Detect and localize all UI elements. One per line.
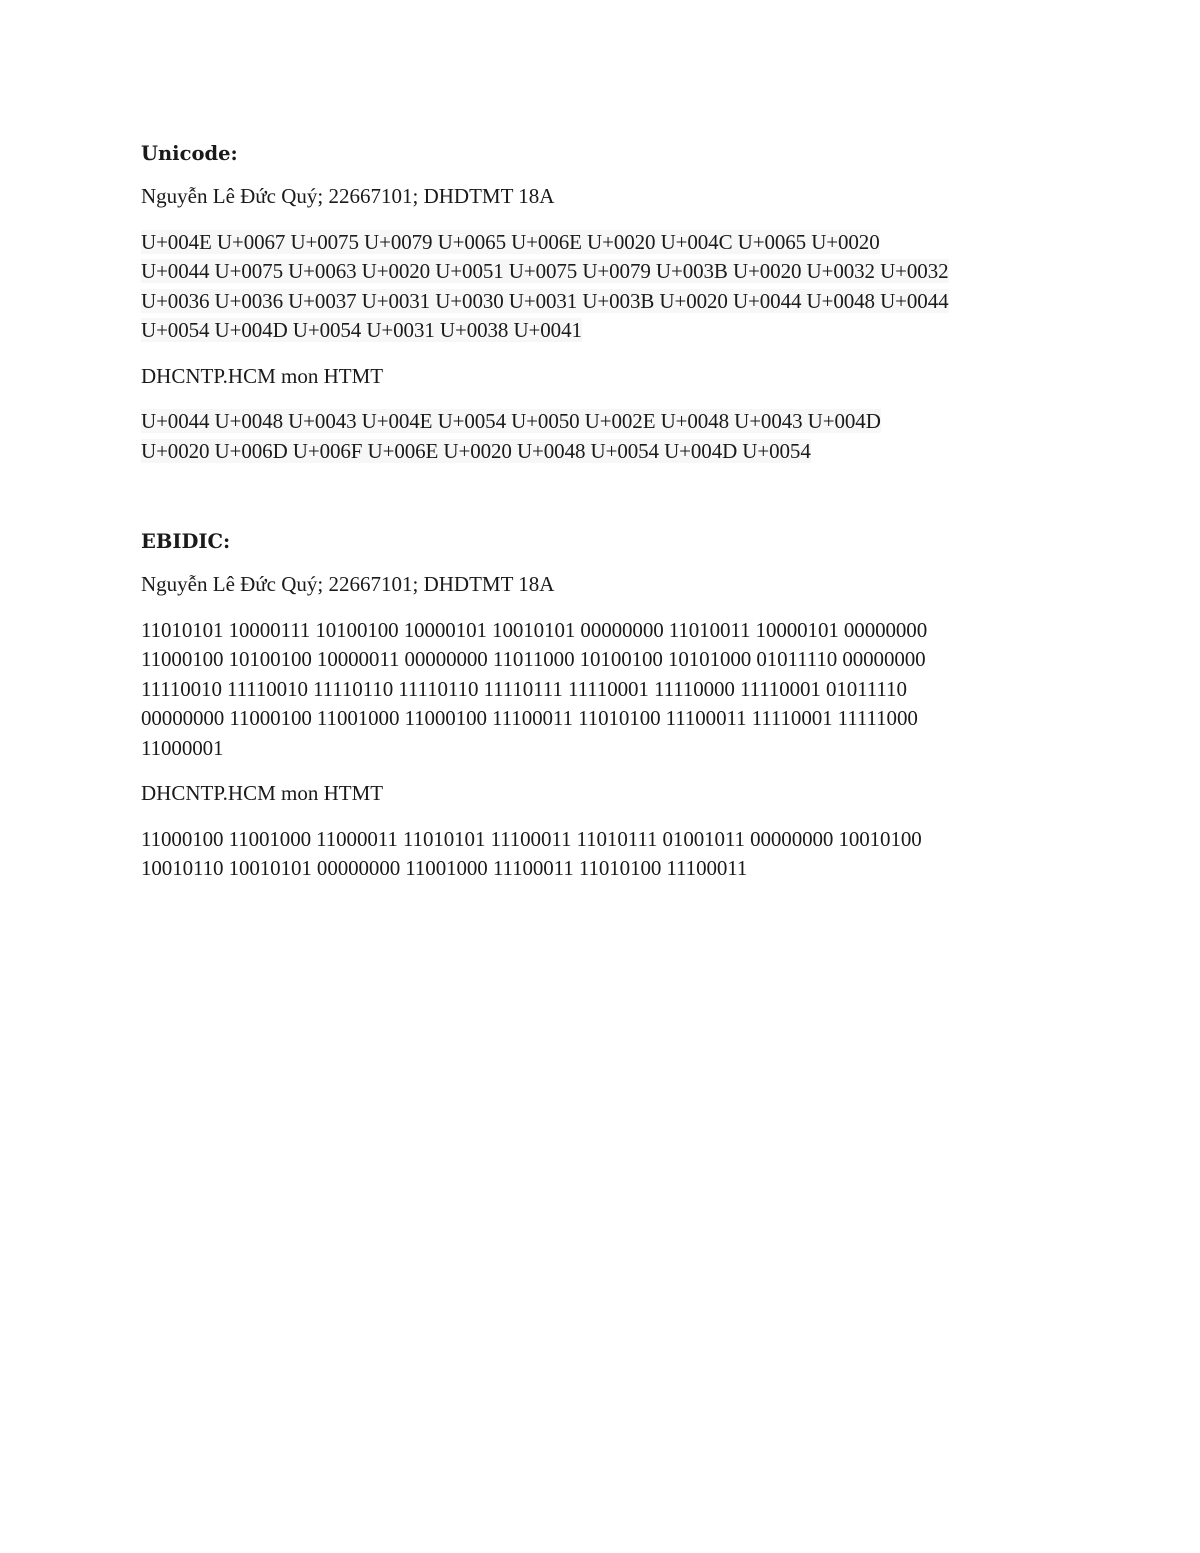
unicode-codes-1-line: U+0036 U+0036 U+0037 U+0031 U+0030 U+0031 U+003B U+0020 U+0044 U+0048 U+0044: [141, 288, 949, 313]
ebidic-source-text-2: DHCNTP.HCM mon HTMT: [141, 781, 384, 805]
ebidic-codes-1-line: 00000000 11000100 11001000 11000100 11100011 11010100 11100011 11110001 11111000: [141, 706, 918, 730]
unicode-codes-1-line: U+0044 U+0075 U+0063 U+0020 U+0051 U+0075 U+0079 U+003B U+0020 U+0032 U+0032: [141, 259, 949, 283]
unicode-source-text-1: Nguyễn Lê Đức Quý; 22667101; DHDTMT 18A: [141, 184, 555, 208]
document-page: [141, 140, 1071, 884]
ebidic-codes-1-line: 11110010 11110010 11110110 11110110 11110111 11110001 11110000 11110001 01011110: [141, 676, 907, 701]
unicode-codes-2-line: U+0044 U+0048 U+0043 U+004E U+0054 U+0050 U+002E U+0048 U+0043 U+004D: [141, 409, 881, 433]
ebidic-heading: EBIDIC:: [141, 530, 231, 553]
ebidic-codes-2-line: 11000100 11001000 11000011 11010101 11100011 11010111 01001011 00000000 10010100: [141, 826, 922, 851]
ebidic-codes-1-line: 11010101 10000111 10100100 10000101 10010101 00000000 11010011 10000101 00000000: [141, 617, 928, 642]
unicode-heading: Unicode:: [141, 142, 238, 165]
ebidic-codes-2: [141, 825, 1071, 884]
ebidic-codes-1-line: 11000001: [141, 735, 224, 760]
unicode-source-text-2: DHCNTP.HCM mon HTMT: [141, 363, 384, 388]
unicode-codes-1: [141, 228, 1071, 346]
unicode-codes-1-line: U+0054 U+004D U+0054 U+0031 U+0038 U+0041: [141, 318, 582, 342]
ebidic-codes-2-line: 10010110 10010101 00000000 11001000 11100011 11010100 11100011: [141, 856, 748, 880]
unicode-codes-2: [141, 407, 1071, 466]
ebidic-source-text-1: Nguyễn Lê Đức Quý; 22667101; DHDTMT 18A: [141, 572, 555, 596]
unicode-codes-2-line: U+0020 U+006D U+006F U+006E U+0020 U+0048 U+0054 U+004D U+0054: [141, 438, 811, 463]
ebidic-codes-1-line: 11000100 10100100 10000011 00000000 11011000 10100100 10101000 01011110 00000000: [141, 647, 926, 671]
ebidic-codes-1: [141, 616, 1071, 764]
unicode-codes-1-line: U+004E U+0067 U+0075 U+0079 U+0065 U+006E U+0020 U+004C U+0065 U+0020: [141, 229, 880, 254]
